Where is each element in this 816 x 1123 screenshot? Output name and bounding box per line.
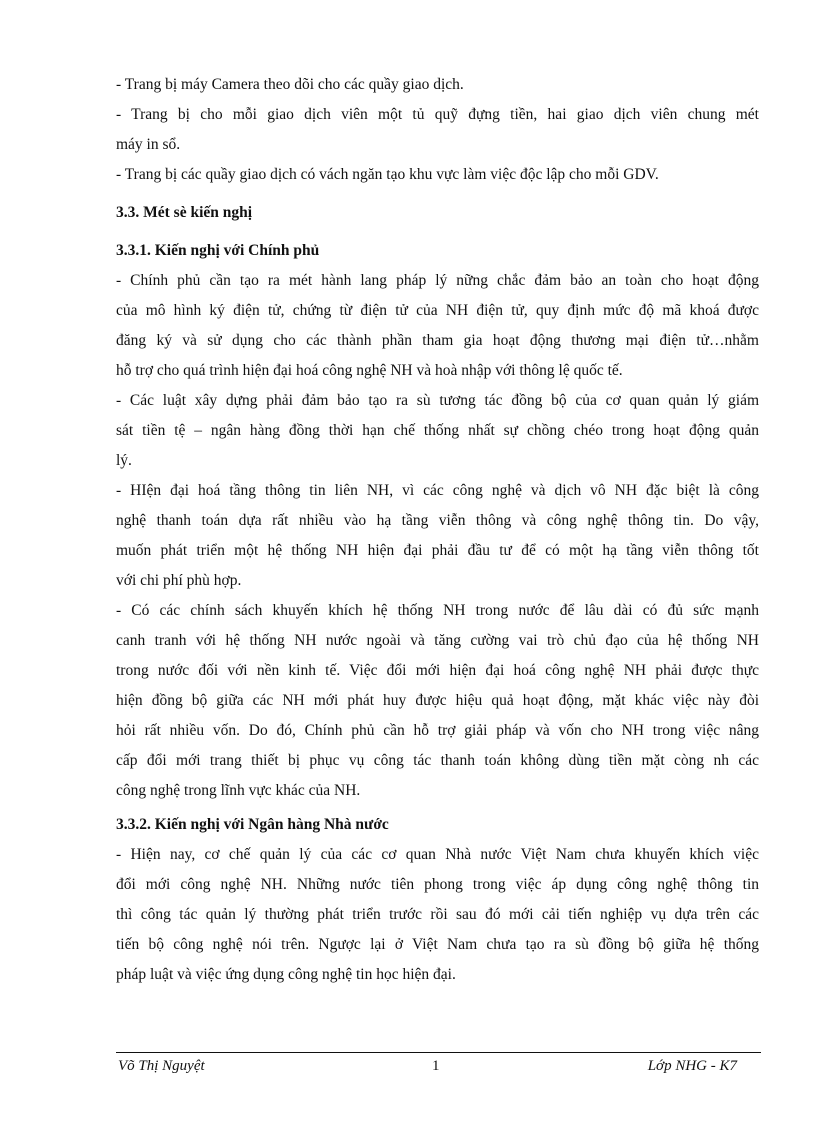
- subsection-heading-state-bank: 3.3.2. Kiến nghị với Ngân hàng Nhà nước: [116, 816, 389, 833]
- text-line: của mô hình ký điện tử, chứng từ điện tử của NH điện tử, quy định mức độ mã khoá được: [116, 302, 759, 319]
- intro-paragraph: [116, 70, 759, 190]
- text-line: công nghệ trong lĩnh vực khác của NH.: [116, 782, 361, 799]
- text-line: tiến bộ công nghệ nói trên. Ngược lại ở Việt Nam chưa tạo ra sù đồng bộ giữa hệ thống: [116, 936, 759, 953]
- text-line: muốn phát triển một hệ thống NH hiện đại phải đầu tư để có một hạ tầng viễn thông tốt: [116, 542, 759, 559]
- text-line: đổi mới công nghệ NH. Những nước tiên phong trong việc áp dụng công nghệ thông tin: [116, 876, 759, 893]
- text-line: máy in sổ.: [116, 136, 181, 153]
- text-line: hỗ trợ cho quá trình hiện đại hoá công nghệ NH và hoà nhập với thông lệ quốc tế.: [116, 362, 623, 379]
- government-recommendations: [116, 266, 759, 806]
- text-line: pháp luật và việc ứng dụng công nghệ tin học hiện đại.: [116, 966, 456, 983]
- subsection-heading-government: 3.3.1. Kiến nghị với Chính phủ: [116, 242, 320, 259]
- text-line: hiện đồng bộ giữa các NH mới phát huy được hiệu quả hoạt động, mặt khác việc này đòi: [116, 692, 759, 709]
- text-line: sát tiền tệ – ngân hàng đồng thời hạn chế thống nhất sự chồng chéo trong hoạt động quản: [116, 422, 759, 439]
- text-line: - Hiện nay, cơ chế quản lý của các cơ quan Nhà nước Việt Nam chưa khuyến khích việc: [116, 846, 759, 863]
- text-line: - Trang bị máy Camera theo dõi cho các quầy giao dịch.: [116, 76, 464, 93]
- text-line: - Trang bị cho mỗi giao dịch viên một tủ quỹ đựng tiền, hai giao dịch viên chung mét: [116, 106, 759, 123]
- footer-page-number: 1: [432, 1058, 440, 1074]
- text-line: đăng ký và sử dụng cho các thành phần tham gia hoạt động thương mại điện tử…nhằm: [116, 332, 759, 349]
- text-line: - Có các chính sách khuyến khích hệ thống NH trong nước để lâu dài có đủ sức mạnh: [116, 602, 759, 619]
- state-bank-recommendations: [116, 840, 759, 990]
- document-body: [116, 70, 759, 990]
- text-line: - Trang bị các quầy giao dịch có vách ngăn tạo khu vực làm việc độc lập cho mỗi GDV.: [116, 166, 659, 183]
- text-line: trong nước đối với nền kinh tế. Việc đổi mới hiện đại hoá công nghệ NH phải được thực: [116, 662, 759, 679]
- text-line: nghệ thanh toán dựa rất nhiều vào hạ tầng viễn thông và công nghệ thông tin. Do vậy,: [116, 512, 759, 529]
- text-line: - Chính phủ cần tạo ra mét hành lang pháp lý nững chắc đảm bảo an toàn cho hoạt động: [116, 272, 759, 289]
- text-line: cấp đổi mới trang thiết bị phục vụ công tác thanh toán không dùng tiền mặt còng nh các: [116, 752, 759, 769]
- footer-divider: [116, 1052, 761, 1053]
- section-heading: 3.3. Mét sè kiến nghị: [116, 204, 253, 221]
- text-line: - Các luật xây dựng phải đảm bảo tạo ra sù tương tác đồng bộ của cơ quan quản lý giám: [116, 392, 759, 409]
- footer-author: Võ Thị Nguyệt: [118, 1058, 205, 1074]
- footer-class: Lớp NHG - K7: [647, 1058, 737, 1074]
- text-line: lý.: [116, 452, 132, 469]
- text-line: thì công tác quản lý thường phát triển trước rồi sau đó mới cải tiến nghiệp vụ dựa trên các: [116, 906, 759, 923]
- text-line: hỏi rất nhiều vốn. Do đó, Chính phủ cần hỗ trợ giải pháp và vốn cho NH trong việc nâng: [116, 722, 759, 739]
- text-line: với chi phí phù hợp.: [116, 572, 242, 589]
- text-line: - HIện đại hoá tầng thông tin liên NH, vì các công nghệ và dịch vô NH đặc biệt là công: [116, 482, 759, 499]
- page-footer: [116, 1055, 761, 1079]
- text-line: canh tranh với hệ thống NH nước ngoài và tăng cường vai trò chủ đạo của hệ thống NH: [116, 632, 759, 649]
